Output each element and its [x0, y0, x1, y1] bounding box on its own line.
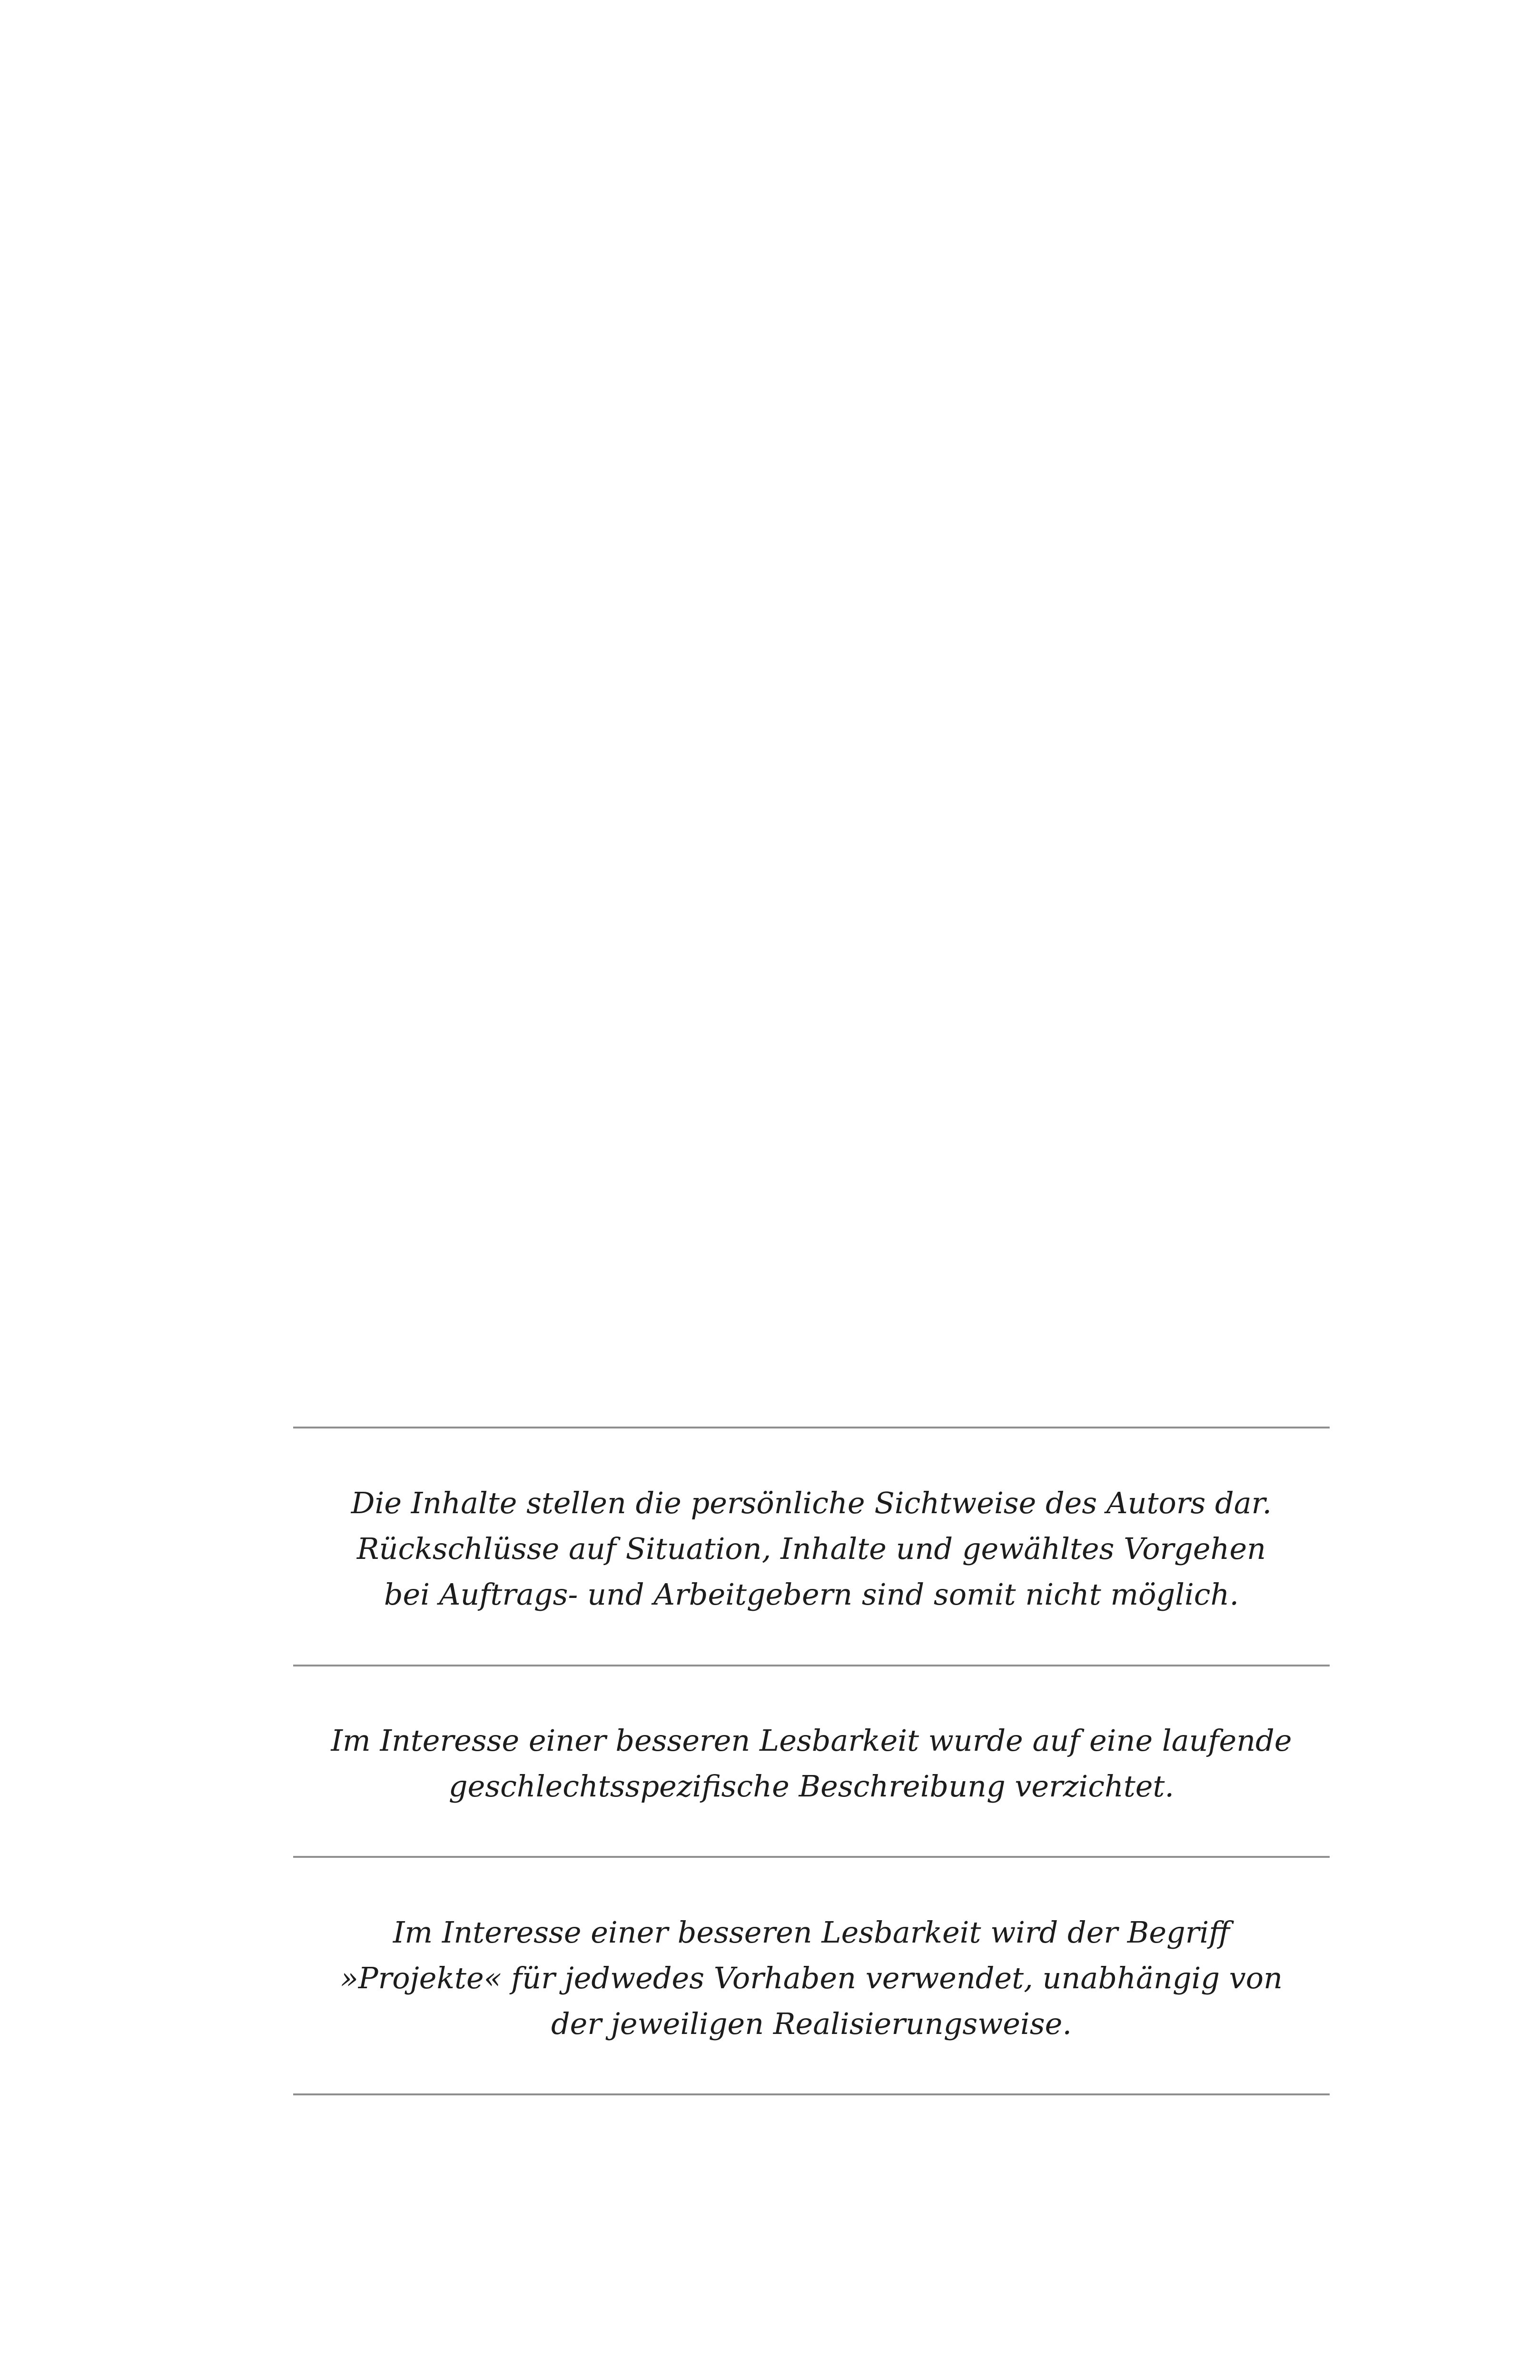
- notice-line: der jeweiligen Realisierungsweise.: [551, 2006, 1072, 2041]
- divider-rule-top: [293, 1427, 1330, 1428]
- divider-rule-2: [293, 1665, 1330, 1666]
- divider-rule-bottom: [293, 2093, 1330, 2095]
- projects-term-notice: [293, 1910, 1330, 2047]
- notice-line: bei Auftrags- und Arbeitgebern sind somit nicht möglich.: [384, 1577, 1239, 1612]
- gender-language-notice: [293, 1718, 1330, 1809]
- notice-paragraph: [293, 1480, 1330, 1617]
- notice-line: Im Interesse einer besseren Lesbarkeit wird der Begriff: [393, 1915, 1230, 1950]
- author-disclaimer-notice: [293, 1480, 1330, 1617]
- notice-paragraph: [293, 1910, 1330, 2047]
- notice-line: »Projekte« für jedwedes Vorhaben verwendet, unabhängig von: [340, 1961, 1283, 1995]
- divider-rule-3: [293, 1856, 1330, 1858]
- notice-line: Im Interesse einer besseren Lesbarkeit wurde auf eine laufende: [331, 1723, 1292, 1758]
- notice-paragraph: [293, 1718, 1330, 1809]
- notice-line: Rückschlüsse auf Situation, Inhalte und gewähltes Vorgehen: [356, 1531, 1266, 1566]
- notice-line: geschlechtsspezifische Beschreibung verzichtet.: [448, 1769, 1175, 1804]
- notice-line: Die Inhalte stellen die persönliche Sichtweise des Autors dar.: [351, 1486, 1272, 1520]
